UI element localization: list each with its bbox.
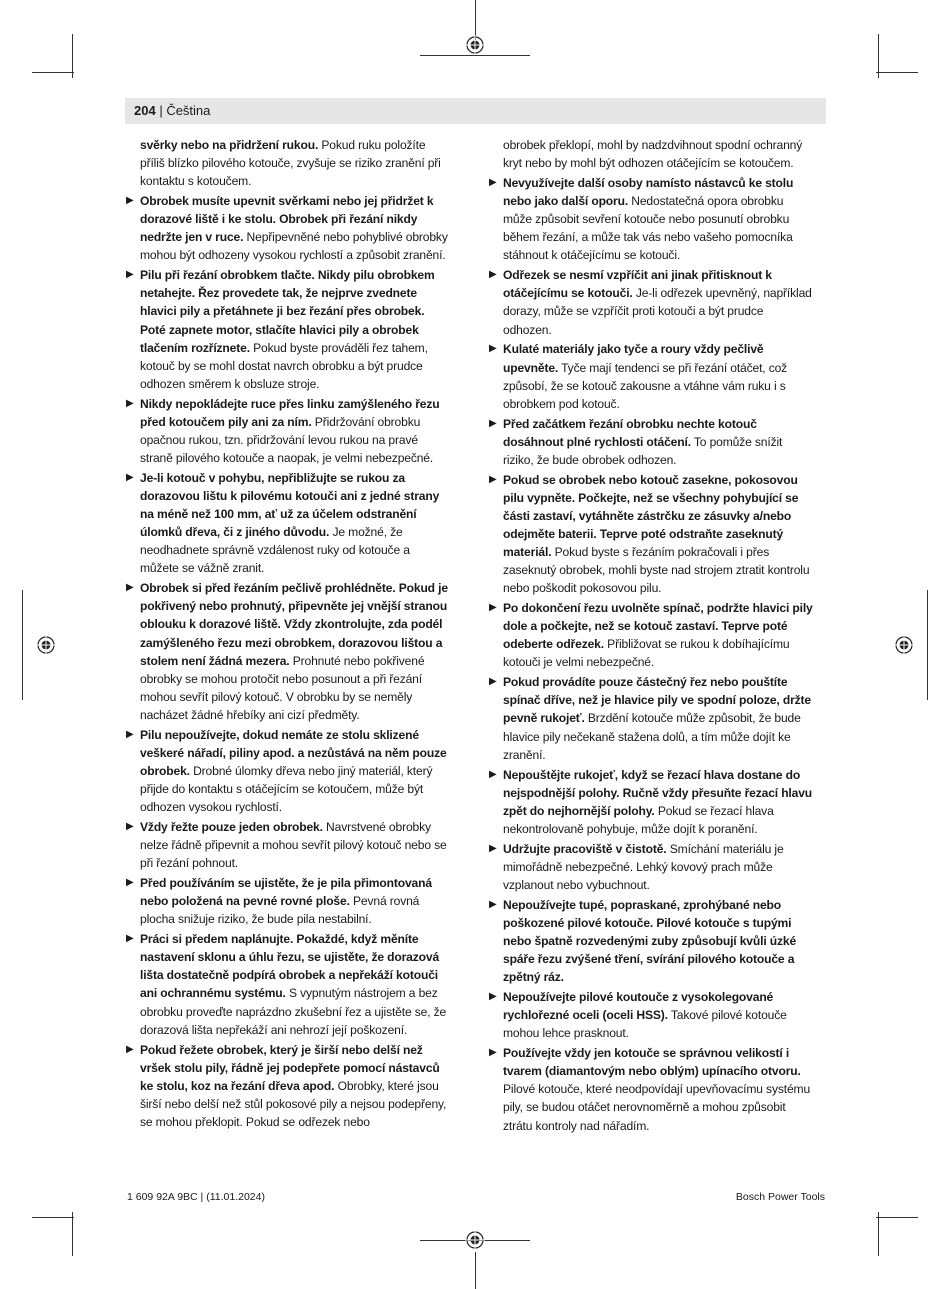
crop-mark [878, 1212, 879, 1256]
safety-paragraph [127, 1041, 450, 1131]
bullet-arrow-icon: ▶ [489, 602, 497, 614]
bullet-arrow-icon: ▶ [489, 768, 497, 780]
bullet-arrow-icon: ▶ [489, 473, 497, 485]
paragraph-text: Pokud se řezací hlava nekontrolovaně pohybuje, může dojít k poranění. [503, 803, 774, 836]
bullet-arrow-icon: ▶ [126, 471, 134, 483]
safety-paragraph [490, 415, 813, 469]
paragraph-text: Pokud byste s řezáním pokračovali i přes zaseknutý obrobek, mohli byste nad strojem ztratit kontrolu nebo poškodit pokosovou pilu. [503, 545, 810, 596]
crop-mark [927, 590, 928, 700]
bullet-arrow-icon: ▶ [489, 176, 497, 188]
bullet-arrow-icon: ▶ [126, 397, 134, 409]
paragraph-text: Přidržování obrobku opačnou rukou, tzn. přidržování levou rukou na pravé straně pilového kotouče a naopak, je velmi nebezpečné. [140, 414, 434, 465]
paragraph-bold-text: Nikdy nepokládejte ruce přes linku zamýšleného řezu před kotoučem pily ani za ním. [140, 396, 440, 429]
safety-paragraph [127, 136, 450, 190]
bullet-arrow-icon: ▶ [489, 991, 497, 1003]
paragraph-text: Pilové kotouče, které neodpovídají upevňovacímu systému pily, se budou otáčet nerovnoměrně a mohou způsobit ztrátu kontroly nad nářadím. [503, 1082, 811, 1133]
safety-paragraph [490, 174, 813, 264]
paragraph-text: Nedostatečná opora obrobku může způsobit sevření kotouče nebo posunutí obrobku během řezání, a může tak vás nebo vašeho pomocníka stáhnout k otáčejícímu se kotouči. [503, 194, 793, 263]
paragraph-text: Je možné, že neodhadnete správně vzdálenost ruky od kotouče a můžete se vážně zranit. [140, 525, 410, 576]
safety-paragraph [490, 340, 813, 412]
paragraph-text: Pokud byste prováděli řez tahem, kotouč by se mohl dostat navrch obrobku a být prudce odhozen směrem k obsluze stroje. [140, 340, 428, 391]
safety-paragraph [127, 726, 450, 816]
paragraph-bold-text: Udržujte pracoviště v čistotě. [503, 841, 667, 856]
bullet-arrow-icon: ▶ [126, 269, 134, 281]
page-header-text [134, 103, 210, 118]
crop-mark [475, 1252, 476, 1289]
crop-mark [475, 0, 476, 40]
paragraph-text: obrobek překlopí, mohl by nadzdvihnout spodní ochranný kryt nebo by mohl být odhozen otáčejícím se kotoučem. [503, 138, 803, 171]
registration-mark-icon [465, 35, 485, 55]
bullet-arrow-icon: ▶ [489, 898, 497, 910]
paragraph-bold-text: Po dokončení řezu uvolněte spínač, podržte hlavici pily dole a počkejte, než se kotouč zastaví. Teprve poté odeberte odřezek. [503, 601, 813, 652]
paragraph-text: Smíchání materiálu je mimořádně nebezpečné. Lehký kovový prach může vzplanout nebo vybuchnout. [503, 841, 784, 892]
safety-paragraph [127, 395, 450, 467]
safety-paragraph [127, 930, 450, 1039]
safety-paragraph [127, 266, 450, 393]
paragraph-bold-text: Kulaté materiály jako tyče a roury vždy pečlivě upevněte. [503, 342, 764, 375]
paragraph-bold-text: Pilu při řezání obrobkem tlačte. Nikdy pilu obrobkem netahejte. Řez provedete tak, že nejprve zvednete hlavici pily a přetáhnete ji bez řezání přes obrobek. Poté zapnete motor, stlačíte hlavici pily a obrobek tlačením rozříznete. [140, 268, 435, 355]
bullet-arrow-icon: ▶ [126, 821, 134, 833]
paragraph-text: Přibližovat se rukou k dobíhajícímu kotouči je velmi nebezpečné. [503, 637, 790, 670]
header-language: Čeština [166, 103, 211, 118]
bullet-arrow-icon: ▶ [489, 842, 497, 854]
paragraph-text: Takové pilové kotouče mohou lehce prasknout. [503, 1008, 787, 1041]
safety-paragraph [490, 1044, 813, 1134]
paragraph-bold-text: Vždy řežte pouze jeden obrobek. [140, 820, 323, 835]
paragraph-bold-text: Pilu nepoužívejte, dokud nemáte ze stolu sklizené veškeré nářadí, piliny apod. a nezůstává na něm pouze obrobek. [140, 727, 447, 778]
bullet-arrow-icon: ▶ [126, 582, 134, 594]
paragraph-bold-text: Pokud provádíte pouze částečný řez nebo pouštíte spínač dříve, než je hlavice pily ve spodní poloze, držte pevně rukojeť. [503, 675, 811, 726]
bullet-arrow-icon: ▶ [489, 269, 497, 281]
safety-paragraph [490, 896, 813, 986]
safety-paragraph [127, 579, 450, 724]
safety-paragraph [490, 599, 813, 671]
paragraph-bold-text: Nevyužívejte další osoby namísto nástavců ke stolu nebo jako další oporu. [503, 175, 794, 209]
paragraph-bold-text: Nepoužívejte tupé, popraskané, zprohýbané nebo poškozené pilové kotouče. Pilové kotouče s tupými nebo špatně rozvedenými zuby způsobují kvůli úzké spáře řezu zvýšené tření, svírání pilového kotouče a zpětný ráz. [503, 897, 797, 985]
registration-mark-icon [36, 635, 56, 655]
safety-paragraph [490, 766, 813, 838]
bullet-arrow-icon: ▶ [489, 1047, 497, 1059]
safety-paragraph [127, 192, 450, 264]
paragraph-text: Pevná rovná plocha snižuje riziko, že bude pila nestabilní. [140, 894, 420, 927]
paragraph-text: Pokud ruku položíte příliš blízko pilového kotouče, zvyšuje se riziko zranění při kontaktu s kotoučem. [140, 138, 441, 189]
bullet-arrow-icon: ▶ [126, 728, 134, 740]
paragraph-bold-text: Je-li kotouč v pohybu, nepřibližujte se rukou za dorazovou lištu k pilovému kotouči ani z jedné strany na méně než 100 mm, ať už za účelem odstranění úlomků dřeva, či z jiného důvodu. [140, 470, 440, 540]
paragraph-text: Navrstvené obrobky nelze řádně připevnit a mohou sevřít pilový kotouč nebo se při řezání pohnout. [140, 820, 447, 871]
paragraph-bold-text: Nepouštějte rukojeť, když se řezací hlava dostane do nejspodnější polohy. Ručně vždy přesuňte řezací hlavu zpět do nejhornější polohy. [503, 767, 813, 818]
safety-paragraph [490, 471, 813, 598]
paragraph-text: Obrobky, které jsou širší nebo delší než stůl pokosové pily a nejsou podepřeny, se mohou překlopit. Pokud se odřezek nebo [140, 1078, 447, 1129]
paragraph-bold-text: Pokud řežete obrobek, který je širší nebo delší než vršek stolu pily, řádně jej podepřete pomocí nástavců ke stolu, koz na řezání dřeva apod. [140, 1042, 440, 1093]
footer-document-number: 1 609 92A 9BC | (11.01.2024) [127, 1191, 265, 1203]
paragraph-text: Nepřipevněné nebo pohyblivé obrobky mohou být odhozeny vysokou rychlostí a způsobit zranění. [140, 230, 448, 263]
footer-brand: Bosch Power Tools [735, 1191, 825, 1203]
safety-paragraph [490, 136, 813, 172]
bullet-arrow-icon: ▶ [126, 877, 134, 889]
header-separator: | [155, 103, 167, 118]
paragraph-bold-text: Obrobek musíte upevnit svěrkami nebo jej přidržet k dorazové liště i ke stolu. Obrobek při řezání nikdy nedržte jen v ruce. [140, 194, 434, 245]
crop-mark [22, 590, 23, 700]
bullet-arrow-icon: ▶ [126, 933, 134, 945]
paragraph-bold-text: Před používáním se ujistěte, že je pila přimontovaná nebo položená na pevné rovné ploše. [140, 876, 432, 909]
crop-mark [72, 1212, 73, 1256]
paragraph-bold-text: Nepoužívejte pilové koutouče z vysokolegované rychlořezné oceli (oceli HSS). [503, 990, 774, 1023]
paragraph-bold-text: Odřezek se nesmí vzpříčit ani jinak přitisknout k otáčejícímu se kotouči. [503, 268, 772, 301]
bullet-arrow-icon: ▶ [126, 1043, 134, 1055]
bullet-arrow-icon: ▶ [489, 417, 497, 429]
safety-paragraph [127, 874, 450, 928]
safety-paragraph [490, 840, 813, 894]
paragraph-text: Prohnuté nebo pokřivené obrobky se mohou protočit nebo posunout a při řezání mohou sevřít pilový kotouč. V obrobku by se neměly nacházet žádné hřebíky ani cizí předměty. [140, 653, 425, 722]
registration-mark-icon [894, 635, 914, 655]
bullet-arrow-icon: ▶ [489, 676, 497, 688]
paragraph-bold-text: Obrobek si před řezáním pečlivě prohlédněte. Pokud je pokřivený nebo prohnutý, připevněte jej vnější stranou oblouku k dorazové liště. Vždy zkontrolujte, zda podél zamýšleného řezu mezi obrobkem, dorazovou lištou a stolem není žádná mezera. [140, 581, 448, 668]
paragraph-bold-text: Pokud se obrobek nebo kotouč zasekne, pokosovou pilu vypněte. Počkejte, než se všechny pohybující se části zastaví, vytáhněte zástrčku ze zásuvky a/nebo odejměte baterii. Teprve poté odstraňte zaseknutý materiál. [503, 472, 799, 560]
paragraph-bold-text: Používejte vždy jen kotouče se správnou velikostí i tvarem (diamantovým nebo oblým) upínacího otvoru. [503, 1046, 801, 1079]
registration-mark-icon [465, 1230, 485, 1250]
safety-paragraph [127, 818, 450, 872]
crop-mark [876, 72, 918, 73]
right-column [490, 136, 813, 1136]
bullet-arrow-icon: ▶ [126, 195, 134, 207]
crop-mark [420, 55, 530, 56]
paragraph-text: Tyče mají tendenci se při řezání otáčet, což způsobí, že se kotouč zakousne a vtáhne vám ruku i s obrobkem pod kotouč. [503, 360, 788, 411]
crop-mark [32, 72, 74, 73]
page-number: 204 [134, 103, 156, 118]
paragraph-bold-text: Práci si předem naplánujte. Pokaždé, když měníte nastavení sklonu a úhlu řezu, se ujistěte, že dorazová lišta dostatečně podpírá obrobek a nepřekáží kotouči ani ochrannému systému. [140, 932, 440, 1001]
crop-mark [32, 1217, 74, 1218]
paragraph-text: Drobné úlomky dřeva nebo jiný materiál, který přijde do kontaktu s otáčejícím se kotoučem, může být odhozen vysokou rychlostí. [140, 763, 433, 815]
crop-mark [876, 1217, 918, 1218]
paragraph-text: Brzdění kotouče může způsobit, že bude hlavice pily nečekaně stažena dolů, a tím může dojít ke zranění. [503, 711, 801, 762]
safety-paragraph [490, 988, 813, 1042]
safety-paragraph [490, 266, 813, 338]
paragraph-text: Je-li odřezek upevněný, například dorazy, může se vzpříčit proti kotouči a být prudce odhozen. [503, 286, 812, 337]
paragraph-text: S vypnutým nástrojem a bez obrobku proveďte naprázdno zkušební řez a ujistěte se, že dorazová lišta nepřekáží ani nehrozí její poškození. [140, 986, 447, 1037]
left-column [127, 136, 450, 1133]
paragraph-bold-text: Před začátkem řezání obrobku nechte kotouč dosáhnout plné rychlosti otáčení. [503, 416, 757, 449]
paragraph-text: To pomůže snížit riziko, že bude obrobek odhozen. [503, 434, 783, 467]
safety-paragraph [490, 673, 813, 763]
page-header [125, 98, 826, 124]
paragraph-bold-text: svěrky nebo na přidržení rukou. [140, 138, 319, 152]
bullet-arrow-icon: ▶ [489, 343, 497, 355]
safety-paragraph [127, 469, 450, 578]
